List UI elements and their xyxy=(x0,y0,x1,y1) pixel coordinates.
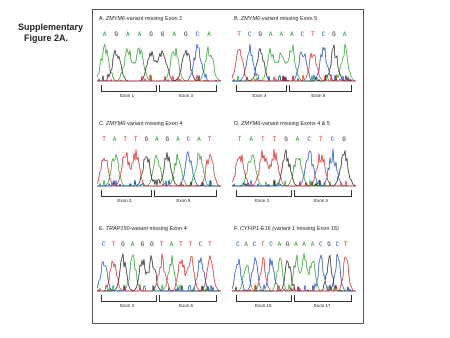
base-call: A xyxy=(207,31,211,38)
panel-title xyxy=(234,121,330,127)
panel-description: -variant missing Exon 4 xyxy=(125,121,183,127)
exon-label: Exon 6 xyxy=(314,198,329,203)
gene-name: ZMYM6 xyxy=(241,121,261,127)
base-call: C xyxy=(335,241,340,248)
panel-title xyxy=(234,226,339,232)
exon-bracket xyxy=(101,190,152,197)
base-call: T xyxy=(237,136,242,143)
base-call: G xyxy=(165,136,170,143)
base-call: G xyxy=(149,31,153,38)
exon-label: Exon 15 xyxy=(255,303,272,308)
chromatogram-trace xyxy=(232,144,356,188)
panel-letter: F. xyxy=(234,226,240,232)
base-call: C xyxy=(247,31,252,38)
exon-bracket xyxy=(294,190,352,197)
exon-label: Exon 3 xyxy=(255,198,270,203)
exon-bracket xyxy=(236,85,287,92)
base-call: C xyxy=(307,136,311,143)
base-call: A xyxy=(169,241,174,248)
base-call: G xyxy=(327,241,331,248)
base-call: T xyxy=(179,241,183,248)
panel-title xyxy=(99,16,182,22)
base-call: C xyxy=(101,241,106,248)
base-call: T xyxy=(111,241,116,248)
trace-a xyxy=(97,44,221,81)
base-call: G xyxy=(284,136,288,143)
exon-bracket xyxy=(294,295,352,302)
base-call: C xyxy=(269,241,273,248)
base-call: T xyxy=(133,136,138,143)
panel-letter: D. xyxy=(234,121,242,127)
chromatogram-trace xyxy=(232,39,356,83)
base-call: A xyxy=(126,31,130,38)
exon-label: Exon 3 xyxy=(120,303,135,308)
base-call: A xyxy=(302,241,307,248)
base-call: T xyxy=(123,136,127,143)
base-call: T xyxy=(261,136,265,143)
panel-description: -variant missing Exons 4 & 5 xyxy=(260,121,330,127)
gene-name: CYFIP1 xyxy=(239,226,260,232)
panel-b xyxy=(228,10,358,111)
base-call: T xyxy=(102,136,106,143)
chromatogram-trace xyxy=(97,39,221,83)
exon-bracket xyxy=(159,295,217,302)
base-call: A xyxy=(294,241,298,248)
exon-bracket xyxy=(236,295,292,302)
base-call: A xyxy=(249,136,253,143)
base-call: C xyxy=(300,31,305,38)
exon-label: Exon 3 xyxy=(117,198,132,203)
gene-name: TRAP150 xyxy=(105,226,130,232)
panel-letter: E. xyxy=(99,226,106,232)
exon-label: Exon 6 xyxy=(311,93,326,98)
base-call: G xyxy=(342,136,346,143)
exon-label: Exon 3 xyxy=(179,93,194,98)
exon-bracket xyxy=(289,85,352,92)
base-call: T xyxy=(159,241,164,248)
base-call: G xyxy=(140,241,145,248)
figure-label-line2: Figure 2A. xyxy=(23,33,68,43)
base-call: T xyxy=(237,31,241,38)
panel-description: -variant missing Exon 2 xyxy=(124,16,183,22)
base-call: C xyxy=(198,241,203,248)
exon-bracket xyxy=(159,85,217,92)
exon-bracket xyxy=(154,190,217,197)
base-call: G xyxy=(258,31,262,38)
chromatogram-trace xyxy=(97,144,221,188)
base-call: G xyxy=(184,31,188,38)
panel-f xyxy=(228,220,358,321)
chromatogram-trace xyxy=(97,249,221,293)
base-call: C xyxy=(330,136,335,143)
base-call: A xyxy=(172,31,176,38)
base-call: G xyxy=(150,241,154,248)
base-call: A xyxy=(112,136,117,143)
panel-e xyxy=(93,220,223,321)
panel-description: -variant missing Exon 4 xyxy=(129,226,187,232)
base-call: A xyxy=(244,241,249,248)
base-call: C xyxy=(195,31,200,38)
trace-t xyxy=(97,254,221,291)
gene-name: ZMYM6 xyxy=(106,121,126,127)
base-call: A xyxy=(277,241,282,248)
base-call: G xyxy=(114,31,118,38)
base-call: T xyxy=(261,241,265,248)
exon-label: Exon 17 xyxy=(314,303,331,308)
base-call: C xyxy=(186,136,191,143)
panel-title xyxy=(234,16,317,22)
panel-a xyxy=(93,10,223,111)
base-call: A xyxy=(290,31,294,38)
base-call: G xyxy=(332,31,336,38)
panel-letter: A. xyxy=(99,16,106,22)
base-call: G xyxy=(121,241,125,248)
base-call: C xyxy=(252,241,257,248)
base-call: A xyxy=(295,136,300,143)
panel-description: -variant missing Exon 5 xyxy=(259,16,318,22)
base-call: T xyxy=(188,241,193,248)
panel-title xyxy=(99,226,187,232)
base-call: A xyxy=(155,136,159,143)
base-call: T xyxy=(311,31,315,38)
base-call: A xyxy=(102,31,107,38)
panel-title xyxy=(99,121,182,127)
exon-label: Exon 1 xyxy=(120,93,135,98)
exon-bracket xyxy=(101,85,157,92)
base-call: A xyxy=(130,241,135,248)
base-call: A xyxy=(342,31,347,38)
figure-label xyxy=(18,22,84,44)
base-call: C xyxy=(321,31,326,38)
base-call: T xyxy=(319,136,323,143)
base-call: A xyxy=(137,31,142,38)
base-call: G xyxy=(160,31,165,38)
panel-c xyxy=(93,115,223,216)
figure-frame xyxy=(92,9,364,324)
exon-bracket xyxy=(101,295,157,302)
exon-label: Exon 5 xyxy=(176,198,191,203)
base-call: T xyxy=(272,136,277,143)
base-call: T xyxy=(207,136,212,143)
base-call: A xyxy=(279,31,284,38)
gene-name: ZMYM6 xyxy=(105,16,125,22)
exon-label: Exon 5 xyxy=(179,303,194,308)
figure-label-line1: Supplementary xyxy=(18,22,84,32)
base-call: G xyxy=(144,136,149,143)
exon-label: Exon 4 xyxy=(252,93,267,98)
gene-name: ZMYM6 xyxy=(240,16,260,22)
trace-g xyxy=(232,255,356,291)
base-call: A xyxy=(268,31,273,38)
base-call: T xyxy=(343,241,348,248)
exon-bracket xyxy=(236,190,292,197)
base-call: G xyxy=(285,241,290,248)
panel-letter: B. xyxy=(234,16,241,22)
panel-description: -E16 (variant 1 missing Exon 16) xyxy=(259,226,339,232)
base-call: A xyxy=(310,241,315,248)
base-call: C xyxy=(319,241,323,248)
panel-letter: C. xyxy=(99,121,107,127)
base-call: C xyxy=(236,241,240,248)
panel-d xyxy=(228,115,358,216)
chromatogram-trace xyxy=(232,249,356,293)
base-call: A xyxy=(176,136,180,143)
base-call: T xyxy=(208,241,212,248)
base-call: A xyxy=(197,136,201,143)
